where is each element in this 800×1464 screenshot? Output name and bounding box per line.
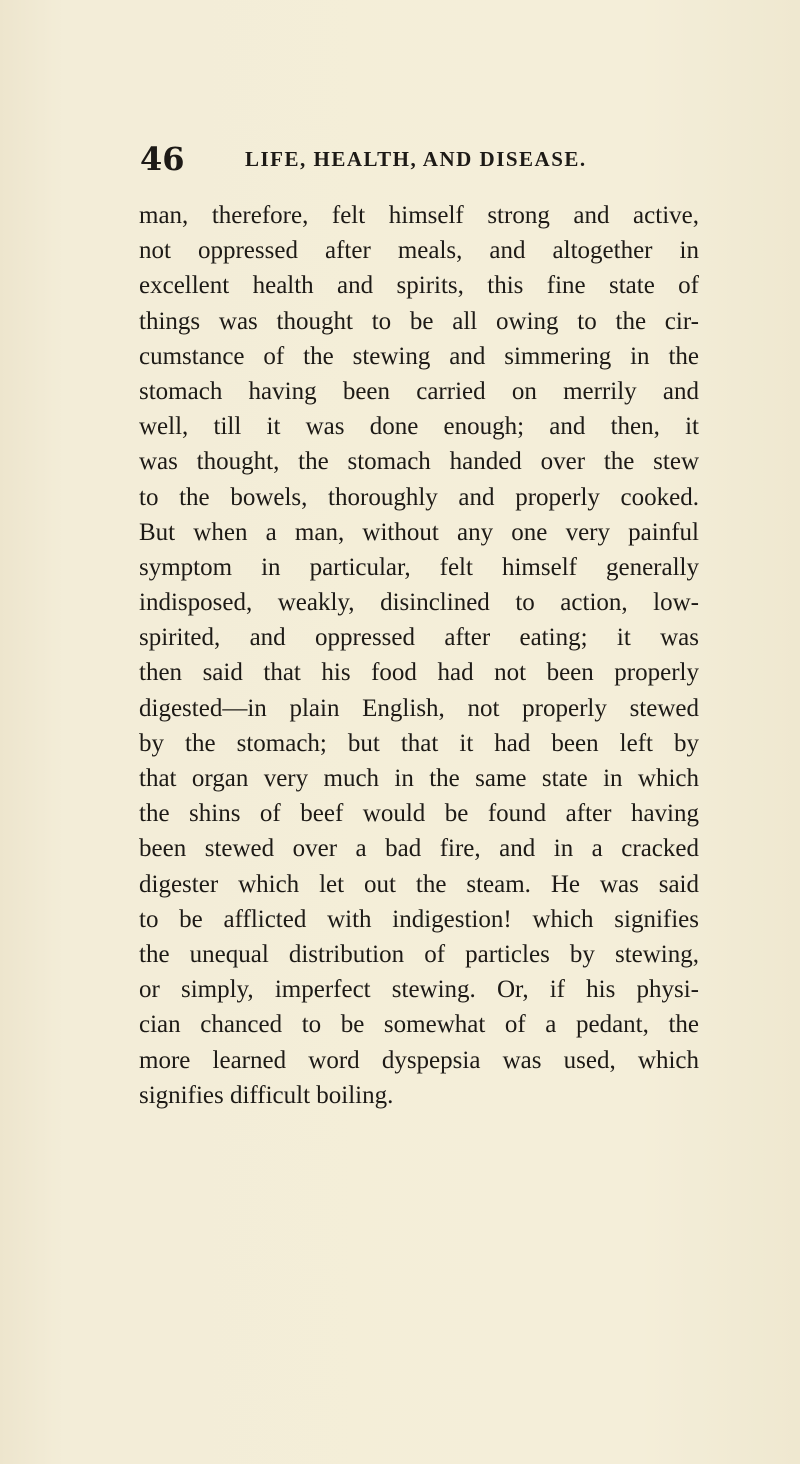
text-line: symptom in particular, felt himself generally: [139, 553, 699, 581]
page-number: 46: [140, 140, 185, 178]
body-text: [139, 198, 699, 1113]
text-line: more learned word dyspepsia was used, which: [139, 1046, 699, 1074]
text-line: been stewed over a bad fire, and in a cracked: [139, 835, 699, 863]
text-line: excellent health and spirits, this fine state of: [139, 272, 699, 300]
text-line: indisposed, weakly, disinclined to action, low-: [139, 589, 699, 617]
text-line: to the bowels, thoroughly and properly cooked.: [139, 483, 699, 511]
text-line: things was thought to be all owing to the cir-: [139, 307, 699, 335]
text-line: spirited, and oppressed after eating; it was: [139, 624, 699, 652]
text-line: man, therefore, felt himself strong and active,: [139, 202, 699, 229]
text-line: the shins of beef would be found after having: [139, 800, 699, 828]
text-line: digester which let out the steam. He was said: [139, 870, 699, 898]
text-line: or simply, imperfect stewing. Or, if his physi-: [139, 976, 699, 1004]
text-line: signifies difficult boiling.: [139, 1081, 394, 1109]
page-header: [140, 140, 700, 180]
text-line: But when a man, without any one very painful: [139, 518, 699, 546]
text-line: well, till it was done enough; and then, it: [139, 413, 699, 441]
text-line: by the stomach; but that it had been left by: [139, 729, 699, 757]
text-line: that organ very much in the same state in which: [139, 765, 699, 792]
text-line: stomach having been carried on merrily and: [139, 377, 699, 405]
text-line: digested—in plain English, not properly stewed: [139, 694, 699, 722]
text-line: cian chanced to be somewhat of a pedant, the: [139, 1011, 699, 1039]
text-line: cumstance of the stewing and simmering in the: [139, 342, 699, 370]
text-line: not oppressed after meals, and altogether in: [139, 237, 699, 265]
text-line: the unequal distribution of particles by stewing,: [139, 940, 699, 968]
text-line: was thought, the stomach handed over the stew: [139, 448, 699, 476]
running-title: LIFE, HEALTH, AND DISEASE.: [245, 147, 587, 171]
text-line: then said that his food had not been properly: [139, 659, 699, 687]
text-line: to be afflicted with indigestion! which signifies: [139, 905, 699, 933]
